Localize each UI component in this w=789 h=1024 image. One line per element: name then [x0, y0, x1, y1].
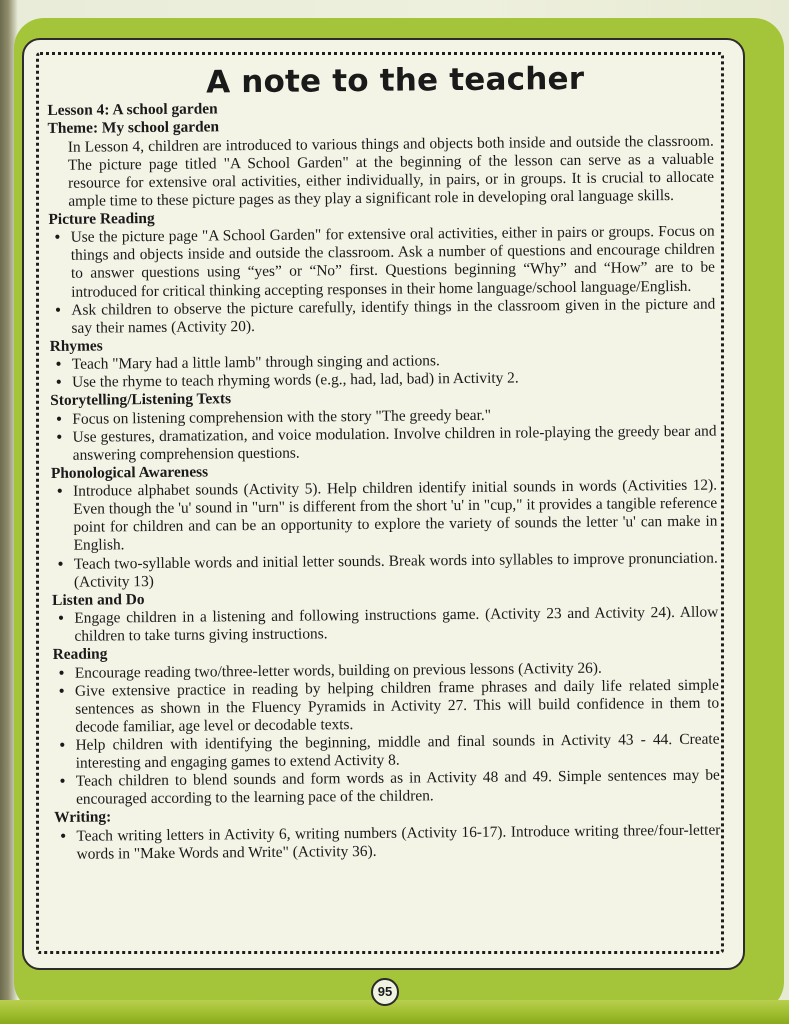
- bullet-icon: •: [60, 827, 66, 845]
- bullet-icon: •: [55, 374, 62, 392]
- list-item: • Engage children in a listening and following instructions game. (Activity 23 and Activity 24). Allow children to take turns giving instructions.: [58, 603, 719, 645]
- bullet-icon: •: [58, 682, 65, 700]
- bullet-icon: •: [58, 609, 64, 627]
- list-item: • Use gestures, dramatization, and voice modulation. Involve children in role-playing the greedy bear and answering comprehension questions.: [56, 422, 717, 464]
- section-heading: Phonological Awareness: [50, 463, 209, 482]
- bullet-icon: •: [55, 356, 62, 374]
- section-heading: Listen and Do: [52, 590, 145, 609]
- theme-heading: Theme: My school garden: [47, 118, 220, 138]
- bullet-icon: •: [59, 736, 65, 754]
- section-heading: Rhymes: [49, 337, 103, 355]
- list-item: • Encourage reading two/three-letter words, building on previous lessons (Activity 26).: [58, 659, 602, 682]
- list-item: • Teach children to blend sounds and form words as in Activity 48 and 49. Simple sentences may be encouraged according to the learning pace of the children.: [59, 766, 720, 808]
- page-title: A note to the teacher: [205, 60, 585, 101]
- list-item: • Use the rhyme to teach rhyming words (e.g., had, lad, bad) in Activity 2.: [55, 369, 519, 392]
- list-item: • Help children with identifying the beginning, middle and final sounds in Activity 43 - 44. Create interesting and engaging games to extend Activity 8.: [59, 730, 720, 772]
- list-item: • Teach "Mary had a little lamb" through singing and actions.: [55, 352, 440, 374]
- section-rhymes: [50, 331, 716, 392]
- bullet-icon: •: [54, 229, 61, 247]
- section-phonological-awareness: [51, 458, 718, 591]
- section-reading: [53, 640, 721, 809]
- list-item: • Focus on listening comprehension with the story "The greedy bear.": [56, 406, 492, 428]
- bullet-icon: •: [56, 428, 63, 446]
- section-heading: Writing:: [54, 808, 112, 827]
- section-heading: Reading: [52, 645, 108, 664]
- bullet-icon: •: [57, 483, 63, 501]
- lesson-heading: Lesson 4: A school garden: [47, 100, 218, 119]
- section-heading: Picture Reading: [48, 209, 155, 228]
- bullet-icon: •: [57, 555, 64, 573]
- bullet-icon: •: [58, 664, 65, 682]
- section-writing: [54, 803, 720, 864]
- bullet-icon: •: [59, 772, 66, 791]
- note-content: [47, 60, 721, 946]
- list-item: • Use the picture page "A School Garden" for extensive oral activities, either in pairs or groups. Focus on things and objects inside and outside the classroom. Ask a number of questions and encourage children to answer questions using “yes” or “No” first. Questions beginning “Why” and “How” are to be introduced for critical thinking accepting responses in their home language/school language/English.: [54, 222, 716, 301]
- list-item: • Teach two-syllable words and initial letter sounds. Break words into syllables to improve pronunciation. (Activity 13): [57, 549, 718, 591]
- section-heading: Storytelling/Listening Texts: [50, 390, 232, 410]
- intro-paragraph: In Lesson 4, children are introduced to various things and objects both inside and outside the classroom. The picture page titled "A School Garden" at the beginning of the lesson can serve as a valuable resource for extensive oral activities, either individually, in pairs, or in groups. It is crucial to allocate ample time to these picture pages as they play a significant role in developing oral language skills.: [67, 132, 715, 210]
- page-number-badge: 95: [371, 978, 399, 1006]
- list-item: • Teach writing letters in Activity 6, writing numbers (Activity 16-17). Introduce writing three/four-letter words in "Make Words and Write" (Activity 36).: [60, 821, 721, 863]
- section-picture-reading: [48, 205, 715, 338]
- section-listen-and-do: [52, 585, 718, 646]
- bottom-decoration-strip: [0, 1000, 789, 1024]
- bullet-icon: •: [55, 301, 61, 319]
- section-storytelling: [50, 386, 717, 465]
- bullet-icon: •: [56, 410, 62, 428]
- list-item: • Introduce alphabet sounds (Activity 5). Help children identify initial sounds in words (Activities 12). Even though the 'u' sound in "urn" is different from the short 'u' in "cup," it provides a tangible reference point for children and can be an opportunity to explore the variety of sounds the letter 'u' can make in English.: [57, 476, 718, 555]
- list-item: • Ask children to observe the picture carefully, identify things in the classroom given in the picture and say their names (Activity 20).: [55, 295, 716, 337]
- list-item: • Give extensive practice in reading by helping children frame phrases and daily life related simple sentences as shown in the Fluency Pyramids in Activity 27. This will build confidence in them to decode familiar, age level or decodable texts.: [58, 676, 720, 736]
